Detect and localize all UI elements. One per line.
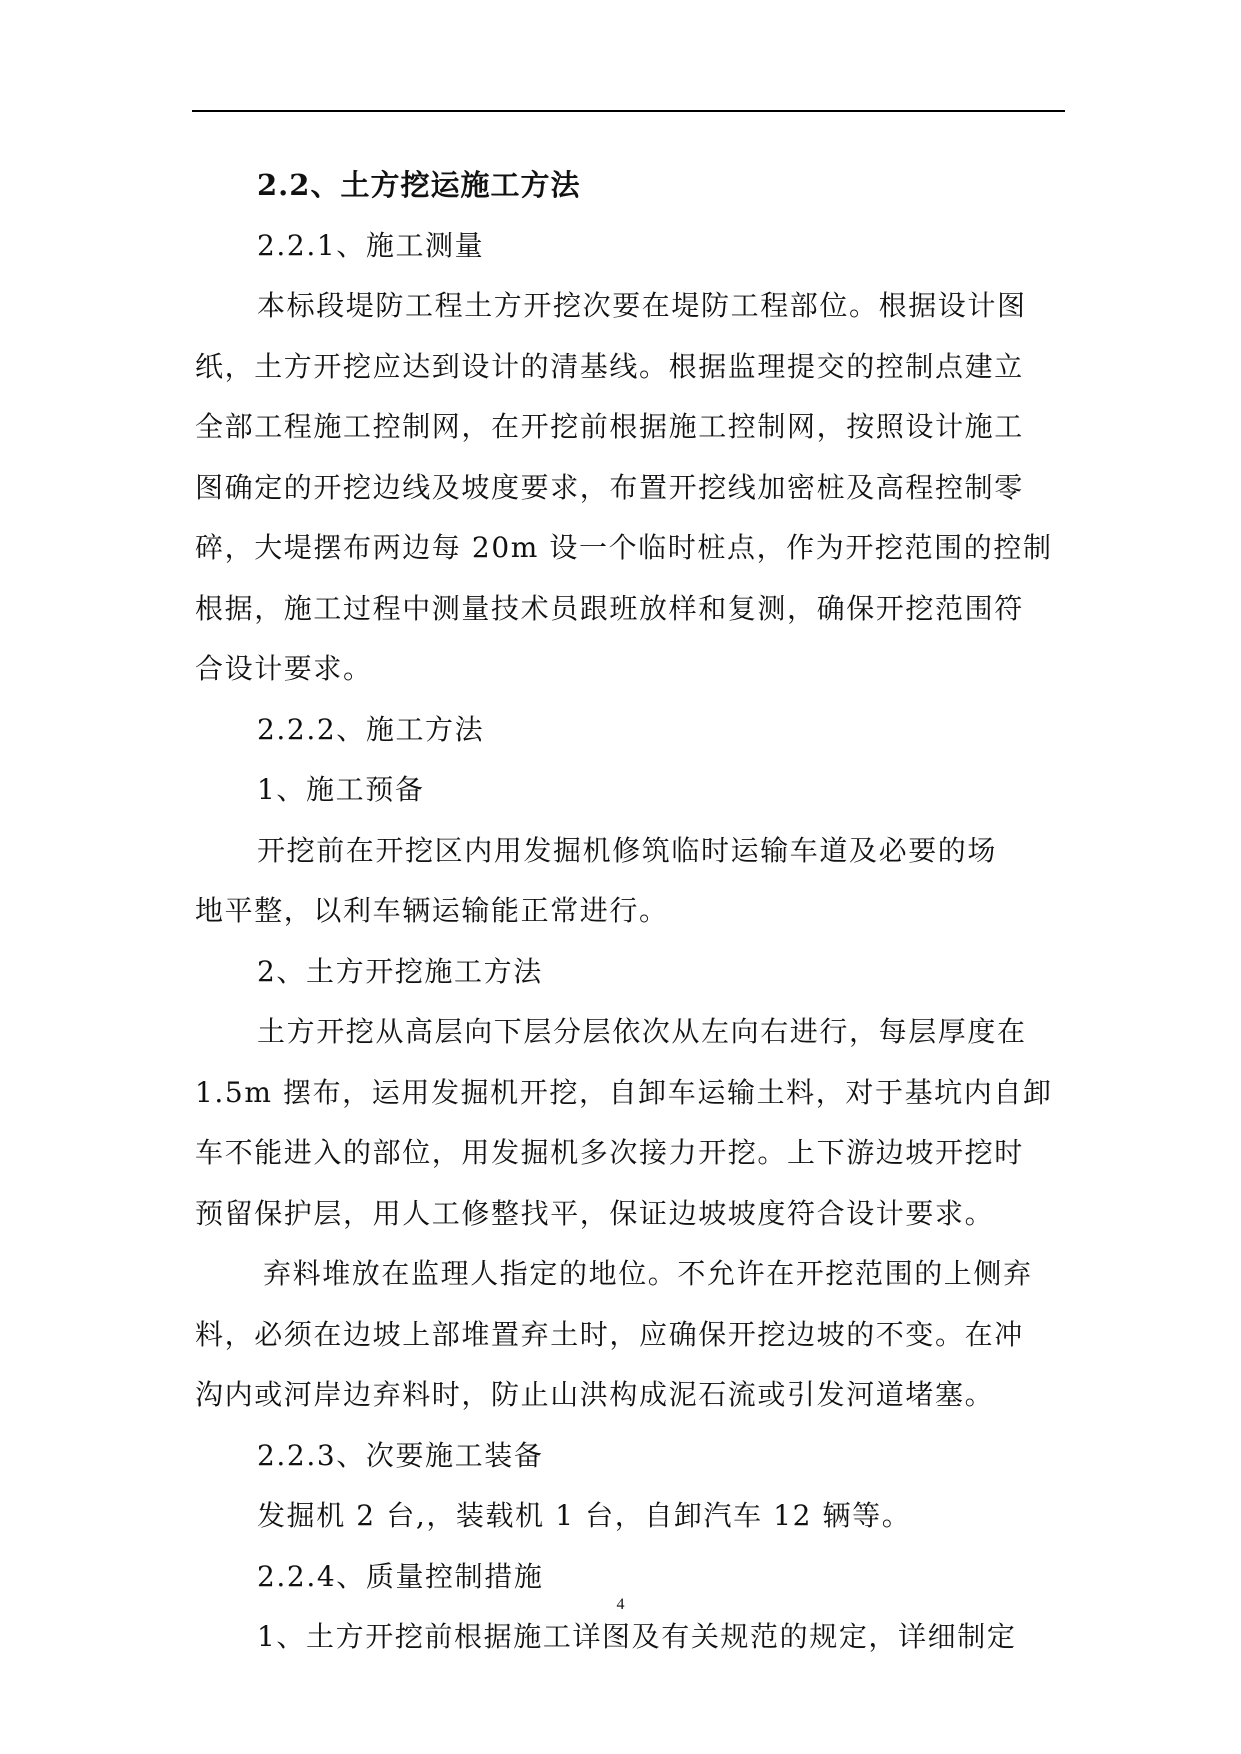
item-title: 1、施工预备: [257, 773, 425, 806]
paragraph-line: 根据，施工过程中测量技术员跟班放样和复测，确保开挖范围符: [195, 591, 1024, 625]
paragraph-line: 图确定的开挖边线及坡度要求，布置开挖线加密桩及高程控制零: [195, 470, 1024, 504]
subsection-title: 2.2.3、次要施工装备: [257, 1438, 544, 1472]
paragraph-line: 料，必须在边坡上部堆置弃土时，应确保开挖边坡的不变。在冲: [195, 1317, 1024, 1351]
item-title: 2、土方开挖施工方法: [257, 954, 543, 988]
paragraph-line: 1.5m 摆布，运用发掘机开挖，自卸车运输土料，对于基坑内自卸: [195, 1075, 1053, 1109]
subsection-title: 2.2.4、质量控制措施: [257, 1559, 544, 1593]
paragraph-line: 合设计要求。: [195, 652, 373, 685]
header-rule: [192, 110, 1065, 112]
paragraph-line: 本标段堤防工程土方开挖次要在堤防工程部位。根据设计图: [257, 289, 1027, 322]
paragraph-line: 开挖前在开挖区内用发掘机修筑临时运输车道及必要的场: [257, 833, 998, 867]
subsection-title: 2.2.2、施工方法: [257, 712, 485, 746]
paragraph-line: 1、土方开挖前根据施工详图及有关规范的规定，详细制定: [257, 1620, 1017, 1653]
paragraph-line: 弃料堆放在监理人指定的地位。不允许在开挖范围的上侧弃: [263, 1257, 1033, 1290]
section-title: 2.2、土方挖运施工方法: [257, 168, 581, 202]
paragraph-line: 地平整，以利车辆运输能正常进行。: [195, 894, 669, 927]
paragraph-line: 沟内或河岸边弃料时，防止山洪构成泥石流或引发河道堵塞。: [195, 1378, 995, 1411]
subsection-title: 2.2.1、施工测量: [257, 228, 485, 262]
page-number: 4: [616, 1596, 625, 1613]
paragraph-line: 全部工程施工控制网，在开挖前根据施工控制网，按照设计施工: [195, 410, 1024, 443]
paragraph-line: 土方开挖从高层向下层分层依次从左向右进行，每层厚度在: [257, 1015, 1027, 1048]
paragraph-line: 碎，大堤摆布两边每 20m 设一个临时桩点，作为开挖范围的控制: [195, 531, 1053, 564]
document-body: [195, 155, 1065, 1668]
paragraph-line: 车不能进入的部位，用发掘机多次接力开挖。上下游边坡开挖时: [195, 1136, 1024, 1169]
paragraph-line: 纸，土方开挖应达到设计的清基线。根据监理提交的控制点建立: [195, 349, 1024, 383]
paragraph-line: 预留保护层，用人工修整找平，保证边坡坡度符合设计要求。: [195, 1196, 995, 1230]
paragraph-line: 发掘机 2 台,，装载机 1 台，自卸汽车 12 辆等。: [257, 1499, 912, 1532]
